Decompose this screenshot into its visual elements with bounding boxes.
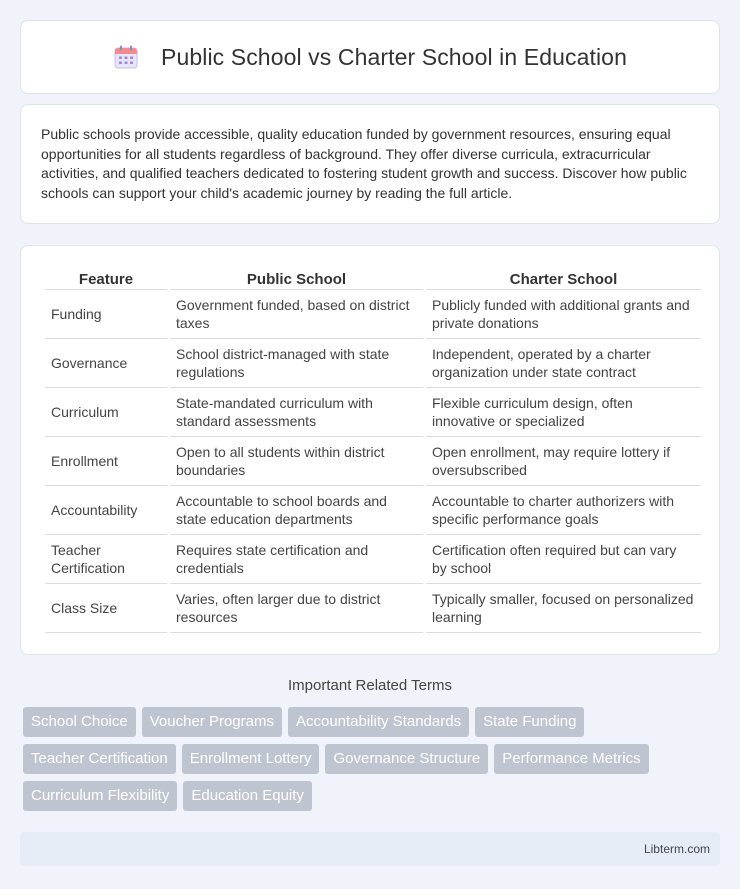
tag-teacher-certification[interactable]: Teacher Certification — [23, 744, 176, 774]
feature-cell: Enrollment — [45, 437, 167, 486]
comparison-table — [42, 266, 704, 633]
tag-performance-metrics[interactable]: Performance Metrics — [494, 744, 648, 774]
public-cell: State-mandated curriculum with standard assessments — [170, 388, 423, 437]
header-feature: Feature — [45, 266, 167, 290]
intro-text: Public schools provide accessible, quality education funded by government resources, ensuring equal opportunities for all students regardless of background. They offer diverse curricula, extracurricular activities, and qualified teachers dedicated to fostering student growth and success. Discover how public schools can support your child's academic journey by reading the full article. — [41, 126, 687, 201]
tag-school-choice[interactable]: School Choice — [23, 707, 136, 737]
feature-cell: Teacher Certification — [45, 535, 167, 584]
tag-curriculum-flexibility[interactable]: Curriculum Flexibility — [23, 781, 177, 811]
calendar-icon — [113, 44, 139, 70]
table-row — [45, 535, 701, 584]
tag-education-equity[interactable]: Education Equity — [183, 781, 312, 811]
charter-cell: Independent, operated by a charter organization under state contract — [426, 339, 701, 388]
comparison-table-card — [20, 245, 720, 655]
feature-cell: Funding — [45, 290, 167, 339]
table-row — [45, 290, 701, 339]
page-title: Public School vs Charter School in Education — [161, 43, 627, 70]
table-header-row — [45, 266, 701, 290]
table-row — [45, 339, 701, 388]
table-row — [45, 437, 701, 486]
footer-brand[interactable]: Libterm.com — [643, 842, 710, 856]
tag-governance-structure[interactable]: Governance Structure — [325, 744, 488, 774]
table-row — [45, 486, 701, 535]
charter-cell: Certification often required but can vary by school — [426, 535, 701, 584]
feature-cell: Accountability — [45, 486, 167, 535]
header-public-school: Public School — [170, 266, 423, 290]
public-cell: Requires state certification and credentials — [170, 535, 423, 584]
header-card — [20, 20, 720, 94]
intro-card — [20, 104, 720, 224]
public-cell: Government funded, based on district taxes — [170, 290, 423, 339]
public-cell: School district-managed with state regulations — [170, 339, 423, 388]
tag-accountability-standards[interactable]: Accountability Standards — [288, 707, 469, 737]
table-row — [45, 584, 701, 633]
related-terms-list — [20, 707, 720, 818]
charter-cell: Accountable to charter authorizers with specific performance goals — [426, 486, 701, 535]
header-charter-school: Charter School — [426, 266, 701, 290]
public-cell: Accountable to school boards and state education departments — [170, 486, 423, 535]
public-cell: Open to all students within district boundaries — [170, 437, 423, 486]
footer — [20, 832, 720, 866]
tag-voucher-programs[interactable]: Voucher Programs — [142, 707, 282, 737]
feature-cell: Class Size — [45, 584, 167, 633]
feature-cell: Curriculum — [45, 388, 167, 437]
charter-cell: Typically smaller, focused on personalized learning — [426, 584, 701, 633]
tag-state-funding[interactable]: State Funding — [475, 707, 584, 737]
charter-cell: Flexible curriculum design, often innovative or specialized — [426, 388, 701, 437]
related-terms-title: Important Related Terms — [288, 677, 452, 694]
public-cell: Varies, often larger due to district resources — [170, 584, 423, 633]
charter-cell: Open enrollment, may require lottery if oversubscribed — [426, 437, 701, 486]
feature-cell: Governance — [45, 339, 167, 388]
charter-cell: Publicly funded with additional grants and private donations — [426, 290, 701, 339]
tag-enrollment-lottery[interactable]: Enrollment Lottery — [182, 744, 320, 774]
table-row — [45, 388, 701, 437]
